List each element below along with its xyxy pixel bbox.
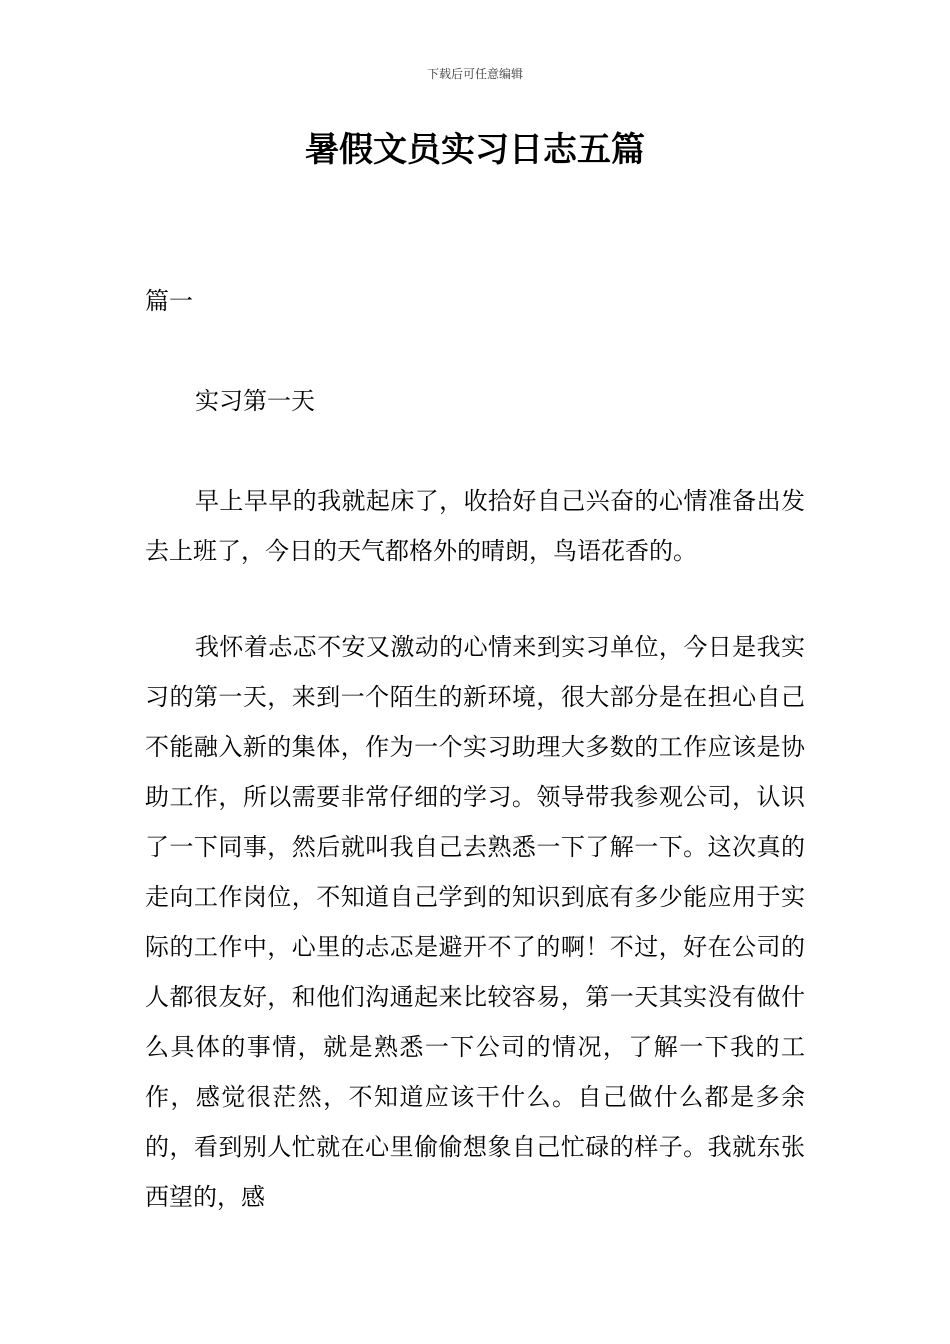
paragraph-1: 早上早早的我就起床了，收拾好自己兴奋的心情准备出发去上班了，今日的天气都格外的晴朗，鸟语花香的。 bbox=[145, 487, 805, 565]
paragraph-2: 我怀着忐忑不安又激动的心情来到实习单位，今日是我实习的第一天，来到一个陌生的新环境，很大部分是在担心自己不能融入新的集体，作为一个实习助理大多数的工作应该是协助工作，所以需要非常仔细的学习。领导带我参观公司，认识了一下同事，然后就叫我自己去熟悉一下了解一下。这次真的走向工作岗位，不知道自己学到的知识到底有多少能应用于实际的工作中，心里的忐忑是避开不了的啊！不过，好在公司的人都很友好，和他们沟通起来比较容易，第一天其实没有做什么具体的事情，就是熟悉一下公司的情况，了解一下我的工作，感觉很茫然，不知道应该干什么。自己做什么都是多余的，看到别人忙就在心里偷偷想象自己忙碌的样子。我就东张西望的，感 bbox=[145, 633, 805, 1211]
section-label: 篇一 bbox=[145, 287, 193, 315]
document-title: 暑假文员实习日志五篇 bbox=[305, 130, 645, 170]
header-note: 下载后可任意编辑 bbox=[426, 67, 523, 81]
day-label: 实习第一天 bbox=[195, 387, 315, 415]
